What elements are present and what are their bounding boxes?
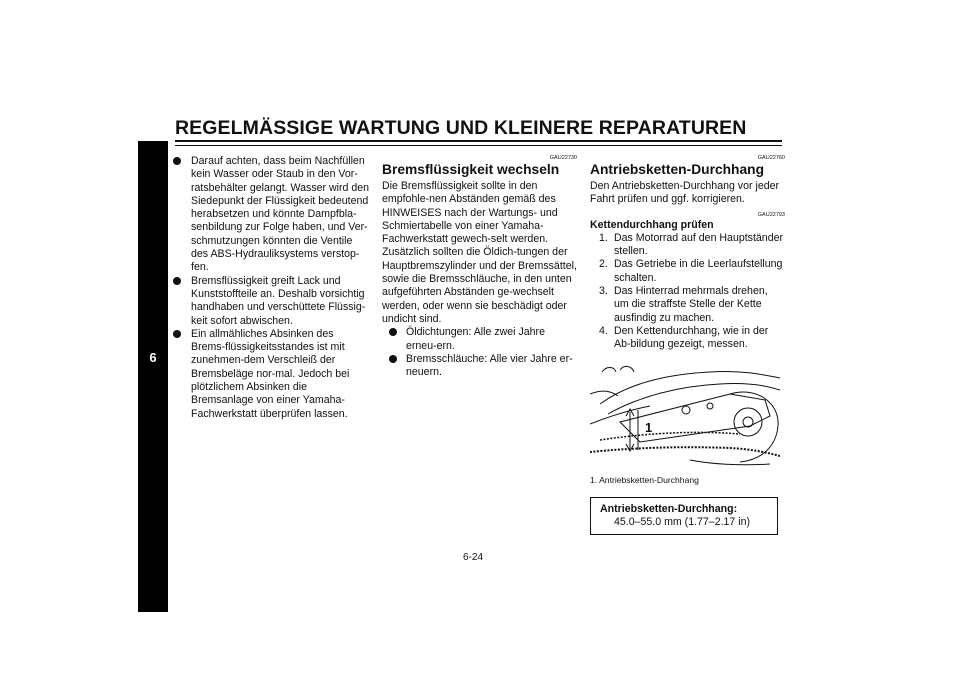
figure-callout-number: 1 bbox=[645, 419, 653, 435]
page-number: 6-24 bbox=[463, 552, 484, 563]
column-2 bbox=[382, 155, 577, 379]
bullet-item bbox=[173, 328, 370, 421]
section-heading-brake-fluid: Bremsflüssigkeit wechseln bbox=[382, 162, 560, 177]
chain-illustration-graphic bbox=[590, 364, 780, 470]
step-item bbox=[590, 258, 785, 285]
section-intro: Den Antriebsketten-Durchhang vor jeder Fahrt prüfen und ggf. korrigieren. bbox=[590, 180, 780, 206]
step-text: Den Kettendurchhang, wie in der Ab-bildung gezeigt, messen. bbox=[614, 324, 769, 351]
bullet-item bbox=[382, 353, 577, 380]
step-number: 2. bbox=[599, 258, 608, 271]
bullet-item bbox=[173, 275, 370, 328]
bullet-text: Bremsflüssigkeit greift Lack und Kunststoffteile an. Deshalb vorsichtig handhaben und verschüttete Flüssig-keit sofort abwischen. bbox=[191, 274, 366, 327]
page-title: REGELMÄSSIGE WARTUNG UND KLEINERE REPARATUREN bbox=[175, 117, 747, 139]
bullet-text: Öldichtungen: Alle zwei Jahre erneu-ern. bbox=[406, 326, 545, 352]
step-text: Das Getriebe in die Leerlaufstellung schalten. bbox=[614, 258, 783, 284]
section-body: Die Bremsflüssigkeit sollte in den empfohle-nen Abständen gemäß des HINWEISES nach der Wartungs- und Schmiertabelle von einer Yamaha-Fachwerkstatt gewech-selt werden. Zusätzlich sollten die Öldich-tungen der Hauptbremszylinder und der Bremssättel, sowie die Bremsschläuche, in den unten aufgeführten Abständen ge-wechselt werden, oder wenn sie beschädigt oder undicht sind. bbox=[382, 180, 577, 325]
step-text: Das Motorrad auf den Hauptständer stellen. bbox=[614, 231, 784, 258]
step-text: Das Hinterrad mehrmals drehen, um die straffste Stelle der Kette ausfindig zu machen. bbox=[614, 285, 768, 324]
title-rule bbox=[175, 140, 782, 142]
bullet-text: Darauf achten, dass beim Nachfüllen kein Wasser oder Staub in den Vor-ratsbehälter gelangt. Wasser wird den Siedepunkt der Flüssigkeit bedeutend herabsetzen und könnte Dampfbla-senbildung zur Folge haben, und Ver-schmutzungen könnten die Ventile des ABS-Hydrauliksystems verstop-fen. bbox=[191, 155, 370, 274]
section-heading-chain-slack: Antriebsketten-Durchhang bbox=[590, 162, 765, 177]
step-item bbox=[590, 325, 785, 352]
step-number: 4. bbox=[599, 324, 608, 337]
bullet-dot-icon bbox=[389, 355, 397, 363]
figure-caption: 1. Antriebsketten-Durchhang bbox=[590, 474, 699, 485]
step-item bbox=[590, 232, 785, 259]
bullet-text: Ein allmähliches Absinken des Brems-flüssigkeitsstandes ist mit zunehmen-dem Verschleiß der Bremsbeläge nor-mal. Jedoch bei plötzlichem Absinken die Bremsanlage von einer Yamaha-Fachwerkstatt überprüfen lassen. bbox=[191, 327, 350, 420]
step-item bbox=[590, 285, 785, 325]
bullet-item bbox=[382, 326, 577, 353]
bullet-item bbox=[173, 155, 370, 275]
chain-slack-illustration bbox=[590, 364, 780, 470]
title-rule-thin bbox=[175, 145, 782, 146]
bullet-dot-icon bbox=[173, 330, 181, 338]
step-number: 1. bbox=[599, 231, 608, 244]
chapter-tab bbox=[138, 141, 168, 612]
column-3 bbox=[590, 155, 785, 535]
section-code: GAU22730 bbox=[549, 155, 577, 161]
bullet-dot-icon bbox=[173, 277, 181, 285]
column-1 bbox=[173, 155, 370, 421]
spec-box bbox=[590, 497, 778, 536]
spec-value: 45.0–55.0 mm (1.77–2.17 in) bbox=[614, 516, 751, 529]
section-code: GAU22760 bbox=[757, 155, 785, 161]
section-code: GAU22793 bbox=[757, 211, 785, 218]
subheading-check-chain: Kettendurchhang prüfen bbox=[590, 218, 714, 231]
bullet-dot-icon bbox=[389, 328, 397, 336]
step-number: 3. bbox=[599, 285, 608, 298]
bullet-text: Bremsschläuche: Alle vier Jahre er-neuern. bbox=[406, 352, 573, 379]
spec-label: Antriebsketten-Durchhang: bbox=[600, 502, 738, 515]
bullet-dot-icon bbox=[173, 157, 181, 165]
chapter-number: 6 bbox=[149, 350, 157, 365]
